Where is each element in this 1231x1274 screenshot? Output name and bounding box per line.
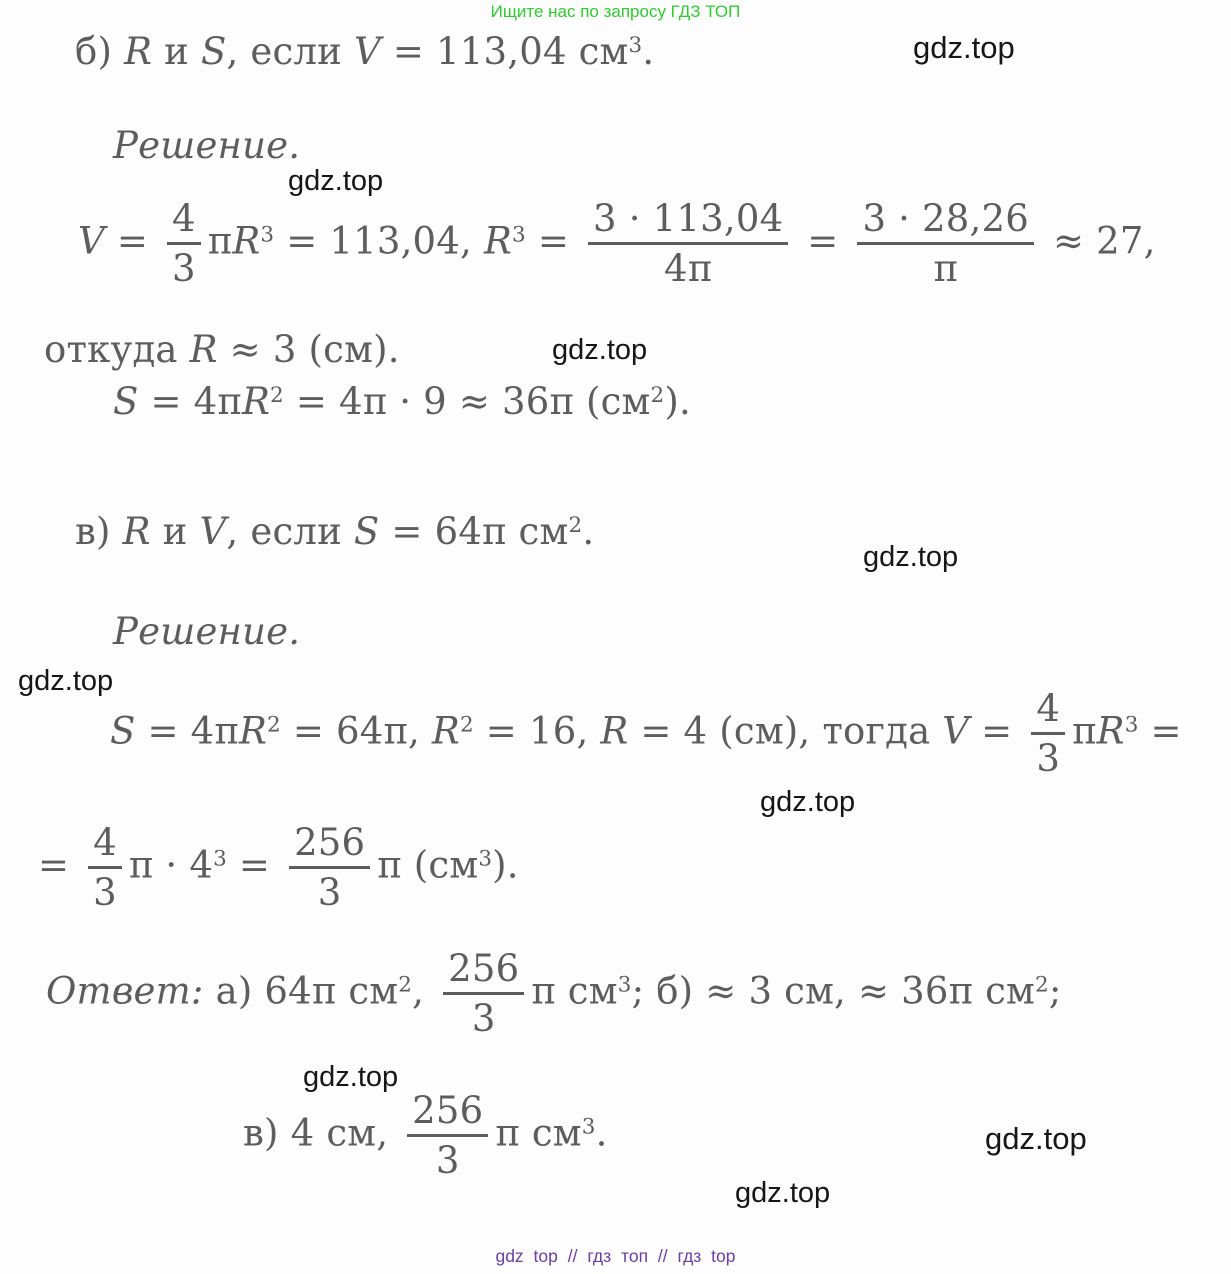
fraction: $\frac{4}{3}$: [167, 198, 201, 290]
problem-b-title: б) R и S, если V = 113,04 $см^3$.: [75, 30, 655, 73]
fraction: $\frac{3 \cdot 113,04}{4\pi}$: [588, 198, 788, 290]
fraction: $\frac{3 \cdot 28,26}{\pi}$: [857, 198, 1034, 290]
watermark-center-v: gdz.top: [760, 786, 856, 818]
watermark-above-answer-v: gdz.top: [303, 1061, 399, 1093]
line-radius-b: откуда R ≈ 3 (см).: [44, 328, 400, 371]
solution-label-v: Решение.: [113, 610, 301, 653]
watermark-right-v: gdz.top: [863, 541, 959, 573]
watermark-left-v: gdz.top: [18, 665, 114, 697]
equation-surface-v: $S = 4\pi R^2 = 64\pi$, $R^2 = 16$, R = 4 (см), тогда V = $\frac{4}{3}$ $\pi R^3$ =: [110, 687, 1182, 781]
fraction: $\frac{256}{3}$: [443, 948, 524, 1040]
footer-links: gdz top // гдз топ // гдз top: [495, 1246, 736, 1266]
fraction: $\frac{4}{3}$: [88, 822, 122, 914]
equation-surface-b: $S = 4\pi R^2 = 4\pi \cdot 9 \approx 36\pi$ $(см^2)$.: [113, 380, 691, 423]
answer-line: Ответ: а) 64π $см^2$, $\frac{256}{3}$ π $см^3$; б) ≈ 3 см, ≈ 36π $см^2$;: [46, 947, 1062, 1041]
search-promo-banner: Ищите нас по запросу ГДЗ ТОП: [490, 2, 741, 21]
fraction: $\frac{256}{3}$: [407, 1090, 488, 1182]
solution-label-b: Решение.: [113, 124, 301, 167]
watermark-right-answer-v: gdz.top: [985, 1121, 1087, 1156]
answer-line-v: в) 4 см, $\frac{256}{3}$ π $см^3$.: [243, 1089, 608, 1183]
fraction: $\frac{256}{3}$: [289, 822, 370, 914]
equation-volume-v: = $\frac{4}{3}$ $\pi \cdot 4^3$ = $\frac{256}{3}$ π $(см^3)$.: [38, 821, 519, 915]
problem-v-title: в) R и V, если S = 64π $см^2$.: [75, 510, 595, 553]
fraction: $\frac{4}{3}$: [1031, 688, 1065, 780]
watermark-bottom-center: gdz.top: [735, 1177, 831, 1209]
watermark-top-right: gdz.top: [913, 30, 1015, 65]
equation-volume-b: V = $\frac{4}{3}$ $\pi R^3 = 113,04$, $R^3$ = $\frac{3 \cdot 113,04}{4\pi}$ = $\frac{3 \cdot 28,26}{\pi}$ ≈ 27,: [78, 197, 1156, 291]
watermark-mid-b: gdz.top: [552, 334, 648, 366]
watermark-after-solution-b: gdz.top: [288, 165, 384, 197]
